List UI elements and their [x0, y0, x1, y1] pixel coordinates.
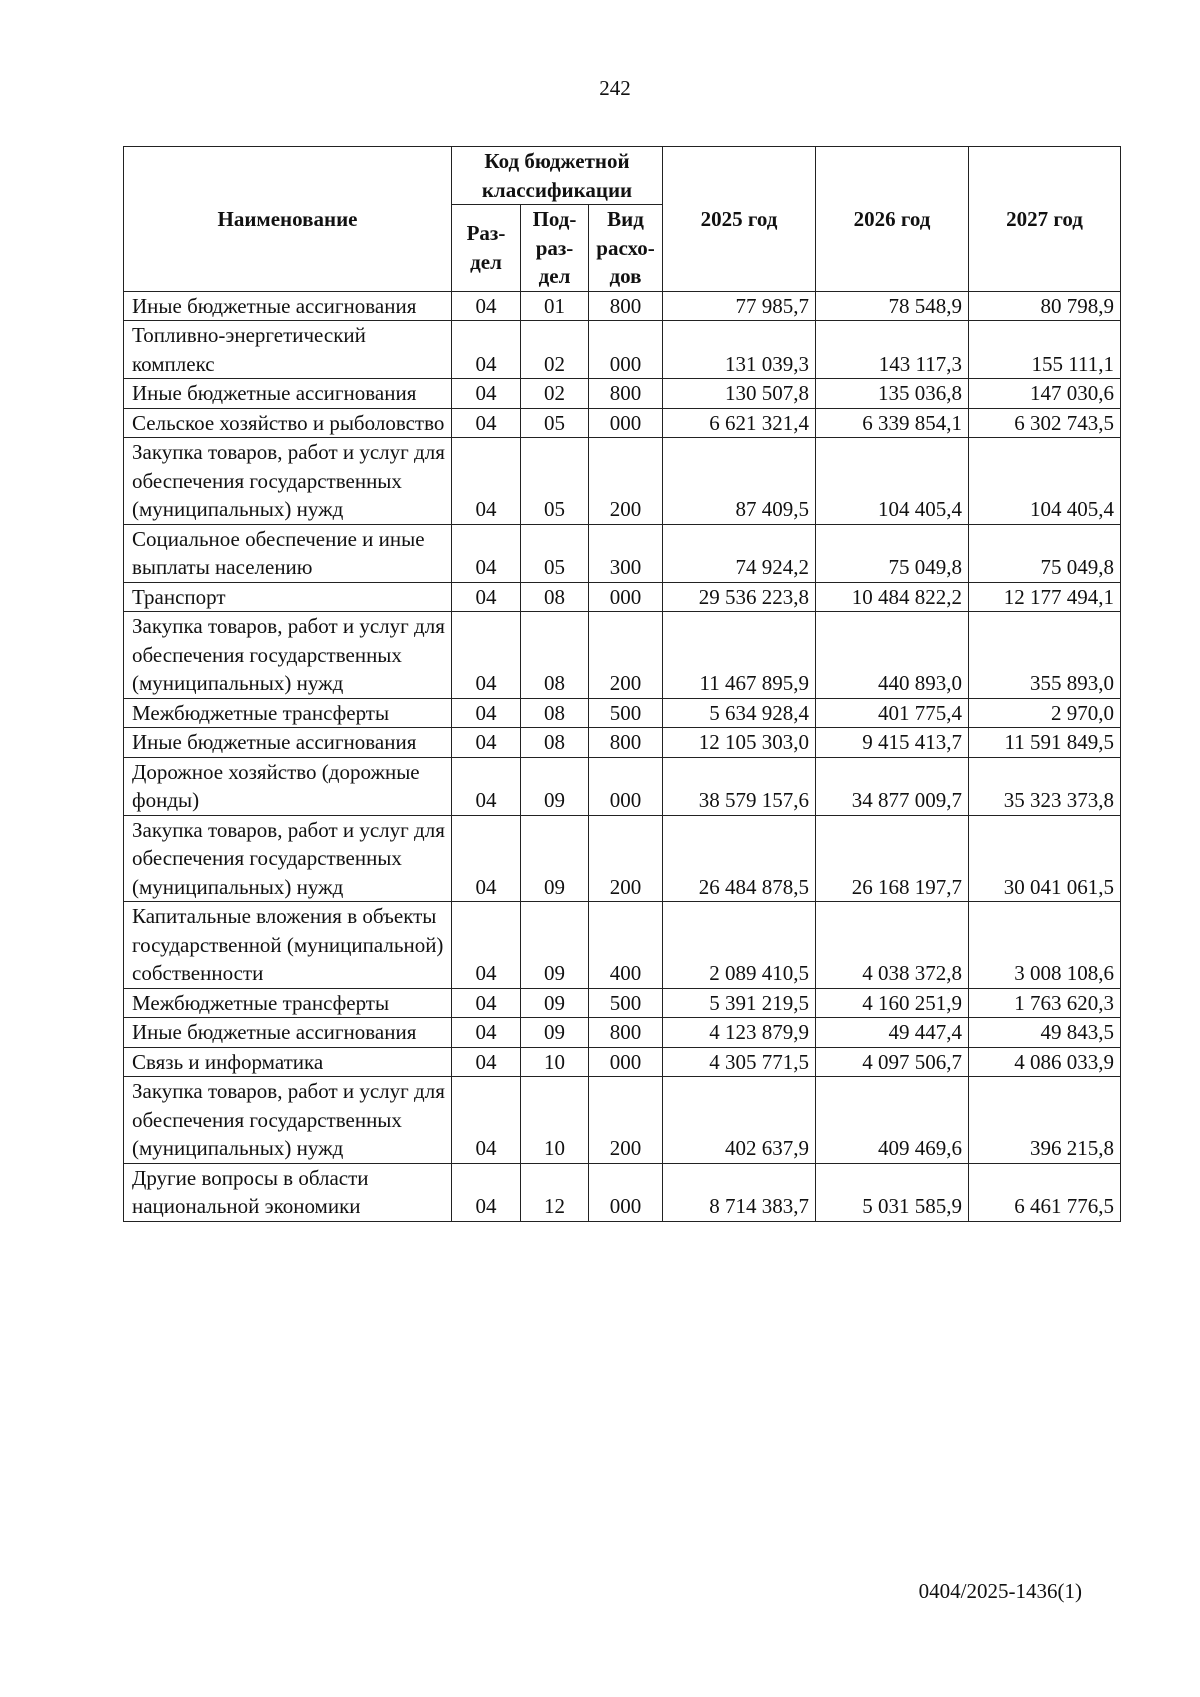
row-value-2026: 10 484 822,2 [816, 582, 969, 612]
row-value-2025: 5 391 219,5 [663, 988, 816, 1018]
row-value-2026: 5 031 585,9 [816, 1163, 969, 1221]
table-row [124, 321, 1121, 379]
row-name: Межбюджетные трансферты [124, 988, 452, 1018]
row-razdel: 04 [452, 1047, 521, 1077]
row-razdel: 04 [452, 728, 521, 758]
row-name: Дорожное хозяйство (дорожные фонды) [124, 757, 452, 815]
table-row [124, 1077, 1121, 1164]
row-name: Топливно-энергетический комплекс [124, 321, 452, 379]
row-value-2027: 11 591 849,5 [969, 728, 1121, 758]
row-value-2026: 143 117,3 [816, 321, 969, 379]
row-value-2025: 4 305 771,5 [663, 1047, 816, 1077]
row-razdel: 04 [452, 379, 521, 409]
row-value-2025: 29 536 223,8 [663, 582, 816, 612]
table-header [124, 147, 1121, 292]
row-name: Связь и информатика [124, 1047, 452, 1077]
row-razdel: 04 [452, 902, 521, 989]
header-2026: 2026 год [816, 147, 969, 292]
row-value-2027: 396 215,8 [969, 1077, 1121, 1164]
row-name: Иные бюджетные ассигнования [124, 728, 452, 758]
row-value-2027: 1 763 620,3 [969, 988, 1121, 1018]
row-value-2027: 75 049,8 [969, 524, 1121, 582]
page-number: 242 [599, 76, 631, 100]
row-name: Иные бюджетные ассигнования [124, 291, 452, 321]
table-row [124, 757, 1121, 815]
row-value-2025: 38 579 157,6 [663, 757, 816, 815]
row-value-2027: 6 302 743,5 [969, 408, 1121, 438]
row-value-2025: 4 123 879,9 [663, 1018, 816, 1048]
table-body [124, 291, 1121, 1221]
row-razdel: 04 [452, 438, 521, 525]
header-podrazdel: Под-раз-дел [521, 205, 589, 292]
row-value-2025: 131 039,3 [663, 321, 816, 379]
row-vid: 200 [589, 815, 663, 902]
row-value-2025: 11 467 895,9 [663, 612, 816, 699]
row-podrazdel: 01 [521, 291, 589, 321]
row-name: Капитальные вложения в объекты государственной (муниципальной) собственности [124, 902, 452, 989]
table-row [124, 408, 1121, 438]
row-value-2025: 87 409,5 [663, 438, 816, 525]
row-value-2027: 80 798,9 [969, 291, 1121, 321]
row-value-2027: 355 893,0 [969, 612, 1121, 699]
row-vid: 000 [589, 1163, 663, 1221]
row-value-2027: 2 970,0 [969, 698, 1121, 728]
row-razdel: 04 [452, 757, 521, 815]
row-podrazdel: 10 [521, 1047, 589, 1077]
row-razdel: 04 [452, 1163, 521, 1221]
row-value-2026: 9 415 413,7 [816, 728, 969, 758]
row-value-2026: 440 893,0 [816, 612, 969, 699]
table-row [124, 524, 1121, 582]
row-value-2025: 2 089 410,5 [663, 902, 816, 989]
row-podrazdel: 09 [521, 757, 589, 815]
row-vid: 200 [589, 1077, 663, 1164]
row-podrazdel: 05 [521, 408, 589, 438]
row-value-2025: 74 924,2 [663, 524, 816, 582]
row-value-2025: 26 484 878,5 [663, 815, 816, 902]
row-razdel: 04 [452, 321, 521, 379]
table-row [124, 582, 1121, 612]
row-value-2026: 4 097 506,7 [816, 1047, 969, 1077]
table-row [124, 612, 1121, 699]
row-vid: 300 [589, 524, 663, 582]
row-podrazdel: 02 [521, 321, 589, 379]
row-value-2026: 104 405,4 [816, 438, 969, 525]
row-value-2025: 12 105 303,0 [663, 728, 816, 758]
budget-table [123, 146, 1121, 1222]
row-podrazdel: 08 [521, 612, 589, 699]
table-row [124, 379, 1121, 409]
row-vid: 000 [589, 582, 663, 612]
row-razdel: 04 [452, 698, 521, 728]
table-row [124, 438, 1121, 525]
table-row [124, 1018, 1121, 1048]
row-value-2027: 6 461 776,5 [969, 1163, 1121, 1221]
row-podrazdel: 05 [521, 524, 589, 582]
row-name: Социальное обеспечение и иные выплаты населению [124, 524, 452, 582]
row-vid: 400 [589, 902, 663, 989]
row-name: Закупка товаров, работ и услуг для обеспечения государственных (муниципальных) нужд [124, 815, 452, 902]
row-value-2027: 3 008 108,6 [969, 902, 1121, 989]
row-vid: 200 [589, 612, 663, 699]
row-vid: 200 [589, 438, 663, 525]
row-value-2026: 401 775,4 [816, 698, 969, 728]
row-value-2026: 34 877 009,7 [816, 757, 969, 815]
row-name: Межбюджетные трансферты [124, 698, 452, 728]
row-vid: 800 [589, 728, 663, 758]
row-vid: 000 [589, 757, 663, 815]
header-vid: Вид расхо-дов [589, 205, 663, 292]
row-value-2027: 35 323 373,8 [969, 757, 1121, 815]
row-vid: 800 [589, 379, 663, 409]
row-value-2027: 147 030,6 [969, 379, 1121, 409]
row-value-2025: 77 985,7 [663, 291, 816, 321]
row-vid: 500 [589, 988, 663, 1018]
row-podrazdel: 08 [521, 582, 589, 612]
row-vid: 800 [589, 291, 663, 321]
row-value-2026: 49 447,4 [816, 1018, 969, 1048]
row-razdel: 04 [452, 582, 521, 612]
row-podrazdel: 08 [521, 728, 589, 758]
row-razdel: 04 [452, 291, 521, 321]
header-razdel: Раз-дел [452, 205, 521, 292]
row-value-2026: 26 168 197,7 [816, 815, 969, 902]
row-value-2027: 155 111,1 [969, 321, 1121, 379]
row-name: Транспорт [124, 582, 452, 612]
row-podrazdel: 09 [521, 815, 589, 902]
row-value-2026: 4 160 251,9 [816, 988, 969, 1018]
row-value-2026: 4 038 372,8 [816, 902, 969, 989]
row-value-2025: 130 507,8 [663, 379, 816, 409]
row-vid: 000 [589, 408, 663, 438]
row-vid: 000 [589, 321, 663, 379]
row-podrazdel: 12 [521, 1163, 589, 1221]
row-razdel: 04 [452, 988, 521, 1018]
table-row [124, 698, 1121, 728]
table-row [124, 902, 1121, 989]
table-row [124, 291, 1121, 321]
row-value-2026: 6 339 854,1 [816, 408, 969, 438]
row-value-2027: 49 843,5 [969, 1018, 1121, 1048]
row-value-2026: 409 469,6 [816, 1077, 969, 1164]
document-code: 0404/2025-1436(1) [918, 1579, 1082, 1603]
row-podrazdel: 02 [521, 379, 589, 409]
row-value-2025: 8 714 383,7 [663, 1163, 816, 1221]
row-value-2027: 12 177 494,1 [969, 582, 1121, 612]
row-value-2027: 30 041 061,5 [969, 815, 1121, 902]
row-razdel: 04 [452, 815, 521, 902]
row-name: Другие вопросы в области национальной экономики [124, 1163, 452, 1221]
row-name: Иные бюджетные ассигнования [124, 1018, 452, 1048]
row-podrazdel: 09 [521, 1018, 589, 1048]
row-value-2026: 75 049,8 [816, 524, 969, 582]
row-value-2025: 402 637,9 [663, 1077, 816, 1164]
table-row [124, 815, 1121, 902]
row-razdel: 04 [452, 408, 521, 438]
row-vid: 800 [589, 1018, 663, 1048]
row-podrazdel: 05 [521, 438, 589, 525]
header-name: Наименование [124, 147, 452, 292]
row-podrazdel: 10 [521, 1077, 589, 1164]
row-value-2027: 4 086 033,9 [969, 1047, 1121, 1077]
row-value-2026: 78 548,9 [816, 291, 969, 321]
table-row [124, 728, 1121, 758]
row-vid: 500 [589, 698, 663, 728]
row-razdel: 04 [452, 1077, 521, 1164]
header-code-group: Код бюджетной классификации [452, 147, 663, 205]
row-value-2025: 6 621 321,4 [663, 408, 816, 438]
row-podrazdel: 08 [521, 698, 589, 728]
row-name: Иные бюджетные ассигнования [124, 379, 452, 409]
table-row [124, 1047, 1121, 1077]
row-name: Сельское хозяйство и рыболовство [124, 408, 452, 438]
row-razdel: 04 [452, 612, 521, 699]
row-value-2027: 104 405,4 [969, 438, 1121, 525]
header-2027: 2027 год [969, 147, 1121, 292]
table-row [124, 988, 1121, 1018]
row-name: Закупка товаров, работ и услуг для обеспечения государственных (муниципальных) нужд [124, 1077, 452, 1164]
row-value-2025: 5 634 928,4 [663, 698, 816, 728]
row-podrazdel: 09 [521, 988, 589, 1018]
row-vid: 000 [589, 1047, 663, 1077]
table-row [124, 1163, 1121, 1221]
row-name: Закупка товаров, работ и услуг для обеспечения государственных (муниципальных) нужд [124, 438, 452, 525]
row-podrazdel: 09 [521, 902, 589, 989]
row-name: Закупка товаров, работ и услуг для обеспечения государственных (муниципальных) нужд [124, 612, 452, 699]
row-razdel: 04 [452, 524, 521, 582]
header-2025: 2025 год [663, 147, 816, 292]
row-razdel: 04 [452, 1018, 521, 1048]
row-value-2026: 135 036,8 [816, 379, 969, 409]
